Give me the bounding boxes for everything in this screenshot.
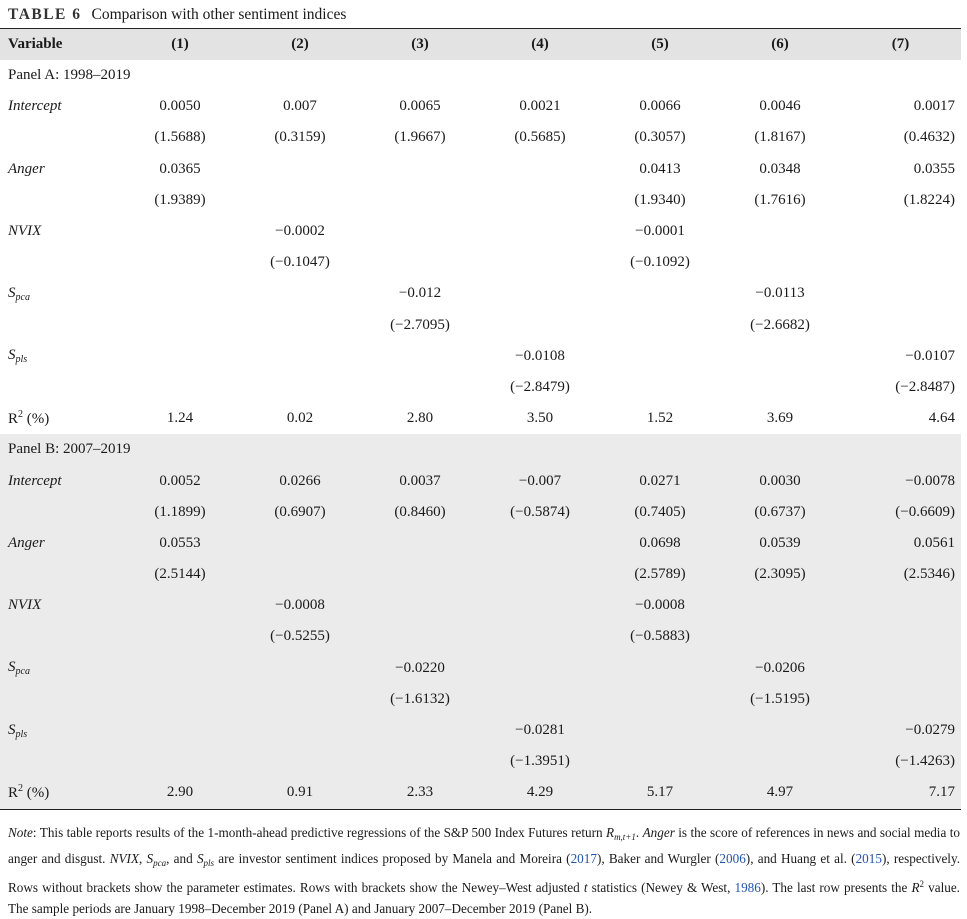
- table-cell: [240, 715, 360, 746]
- row-label: [0, 403, 120, 434]
- note-r-sup: 2: [919, 879, 925, 889]
- table-cell: (2.3095): [754, 566, 806, 583]
- table-cell: (2.5144): [154, 566, 206, 583]
- note-text: ), Baker and Wurgler (: [596, 851, 720, 866]
- row-label: [0, 590, 120, 621]
- table-cell: 0.0037: [399, 472, 441, 489]
- table-cell: 0.0355: [913, 160, 955, 177]
- table-cell: −0.012: [398, 285, 442, 302]
- table-cell: (−2.6682): [750, 316, 810, 333]
- table-cell: [720, 341, 840, 372]
- table-cell: [600, 684, 720, 715]
- table-cell: −0.0107: [905, 347, 955, 364]
- citation-link-2015[interactable]: 2015: [855, 851, 882, 866]
- table-row: [0, 341, 961, 372]
- table-cell: [120, 341, 240, 372]
- table-cell: (0.6737): [754, 503, 806, 520]
- note-r: R: [911, 880, 920, 895]
- row-label-text: R: [8, 411, 19, 428]
- table-cell: (−0.6609): [895, 503, 955, 520]
- table-cell: [600, 653, 720, 684]
- table-cell: (1.9389): [154, 191, 206, 208]
- table-cell: (2.5346): [903, 566, 955, 583]
- table-cell: [360, 372, 480, 403]
- table-cell: [720, 247, 840, 278]
- table-cell: [240, 372, 360, 403]
- table-cell: (−1.6132): [390, 690, 450, 707]
- table-cell: (0.6907): [274, 503, 326, 520]
- table-row: [0, 91, 961, 122]
- table-row: [0, 497, 961, 528]
- table-row: [0, 684, 961, 715]
- row-label-text: NVIX: [8, 597, 42, 614]
- table-cell: (1.1899): [154, 503, 206, 520]
- table-cell: [600, 278, 720, 309]
- table-cell: [120, 653, 240, 684]
- table-cell: 1.52: [646, 410, 674, 427]
- row-label: [0, 185, 120, 216]
- table-cell: [480, 621, 600, 652]
- note-return-sub: m,t+1: [614, 832, 636, 842]
- table-cell: (−2.7095): [390, 316, 450, 333]
- table-cell: 0.0052: [159, 472, 201, 489]
- panel-a-body: [0, 60, 961, 434]
- table-cell: [600, 746, 720, 777]
- table-row: [0, 154, 961, 185]
- table-row: [0, 216, 961, 247]
- table-cell: [720, 746, 840, 777]
- table-cell: −0.0078: [905, 472, 955, 489]
- table-cell: [480, 528, 600, 559]
- table-cell: (0.5685): [514, 129, 566, 146]
- table-caption: [8, 4, 346, 26]
- table-cell: 0.0066: [639, 98, 681, 115]
- table-cell: [480, 278, 600, 309]
- table-cell: 0.91: [286, 784, 314, 801]
- table-cell: 0.0271: [639, 472, 681, 489]
- table-cell: (−2.8487): [895, 378, 955, 395]
- row-label: [0, 122, 120, 153]
- citation-link-2006[interactable]: 2006: [719, 851, 746, 866]
- table-cell: [120, 310, 240, 341]
- table-cell: 0.0065: [399, 98, 441, 115]
- table-cell: [720, 216, 840, 247]
- table-cell: [360, 621, 480, 652]
- table-cell: [480, 590, 600, 621]
- table-cell: [480, 154, 600, 185]
- table-cell: (1.9340): [634, 191, 686, 208]
- table-label: TABLE 6: [8, 6, 82, 23]
- table-row: [0, 653, 961, 684]
- row-label: [0, 341, 120, 372]
- table-cell: 2.33: [406, 784, 434, 801]
- row-label: [0, 497, 120, 528]
- table-cell: [120, 621, 240, 652]
- table-cell: [840, 684, 961, 715]
- row-label-sub: pls: [15, 354, 28, 366]
- row-label-sub: pca: [15, 666, 30, 678]
- table-cell: (−0.5874): [510, 503, 570, 520]
- table-cell: −0.0002: [275, 223, 325, 240]
- row-label: [0, 372, 120, 403]
- table-cell: [360, 216, 480, 247]
- table-cell: [240, 278, 360, 309]
- table-title: Comparison with other sentiment indices: [91, 6, 347, 23]
- panel-title: Panel A: 1998–2019: [8, 67, 131, 84]
- table-cell: [480, 684, 600, 715]
- row-label-text: S: [8, 347, 16, 364]
- table-cell: 0.0021: [519, 98, 561, 115]
- note-spls: S: [196, 851, 204, 866]
- table-cell: (0.4632): [903, 129, 955, 146]
- header-col-6: (6): [771, 36, 789, 52]
- table-cell: 0.0348: [759, 160, 801, 177]
- results-table: [0, 28, 961, 810]
- note-text: ), and Huang et al. (: [745, 851, 856, 866]
- table-cell: 3.69: [766, 410, 794, 427]
- table-cell: −0.0220: [395, 659, 445, 676]
- note-text: are investor sentiment indices proposed by Manela and Moreira (: [214, 851, 571, 866]
- table-cell: [480, 559, 600, 590]
- row-label-text: S: [8, 659, 16, 676]
- row-label-text: Intercept: [8, 98, 62, 115]
- table-cell: [120, 247, 240, 278]
- table-cell: 5.17: [646, 784, 674, 801]
- row-label-sup: 2: [18, 783, 24, 795]
- table-cell: 2.80: [406, 410, 434, 427]
- table-cell: [360, 559, 480, 590]
- table-cell: [840, 247, 961, 278]
- table-row: [0, 590, 961, 621]
- panel-title-row: [0, 60, 961, 91]
- table-cell: [240, 684, 360, 715]
- table-cell: [240, 653, 360, 684]
- row-label-suffix: (%): [23, 411, 50, 428]
- table-cell: [120, 278, 240, 309]
- note-spca-sub: pca: [153, 858, 167, 868]
- table-cell: (−1.5195): [750, 690, 810, 707]
- row-label: [0, 247, 120, 278]
- table-cell: [600, 310, 720, 341]
- table-cell: (−0.5883): [630, 628, 690, 645]
- row-label: [0, 621, 120, 652]
- table-cell: [720, 590, 840, 621]
- header-variable: Variable: [8, 36, 63, 52]
- row-label-text: Anger: [8, 534, 45, 551]
- table-cell: [120, 590, 240, 621]
- table-row: [0, 621, 961, 652]
- table-row: [0, 403, 961, 434]
- note-t: t: [583, 880, 588, 895]
- note-nvix: NVIX: [109, 851, 140, 866]
- table-cell: [480, 653, 600, 684]
- table-cell: 4.29: [526, 784, 554, 801]
- table-cell: [360, 154, 480, 185]
- table-cell: [360, 715, 480, 746]
- table-cell: (0.8460): [394, 503, 446, 520]
- row-label: [0, 653, 120, 684]
- table-cell: 0.0017: [913, 98, 955, 115]
- table-cell: (−0.1092): [630, 254, 690, 271]
- row-label: [0, 278, 120, 309]
- table-cell: [240, 154, 360, 185]
- table-cell: [240, 310, 360, 341]
- table-cell: [120, 216, 240, 247]
- row-label-text: Intercept: [8, 472, 62, 489]
- note-text: , and: [166, 851, 197, 866]
- table-row: [0, 715, 961, 746]
- table-cell: −0.0001: [635, 223, 685, 240]
- row-label-text: S: [8, 721, 16, 738]
- row-label-text: R: [8, 785, 19, 802]
- table-row: [0, 122, 961, 153]
- table-cell: (0.3057): [634, 129, 686, 146]
- note-spls-sub: pls: [203, 858, 215, 868]
- table-cell: [720, 372, 840, 403]
- table-cell: 7.17: [928, 784, 955, 801]
- table-cell: [240, 746, 360, 777]
- table-cell: [120, 746, 240, 777]
- table-cell: 0.0046: [759, 98, 801, 115]
- table-cell: −0.0279: [905, 722, 955, 739]
- table-row: [0, 247, 961, 278]
- table-cell: 0.0030: [759, 472, 801, 489]
- table-cell: (0.7405): [634, 503, 686, 520]
- row-label: [0, 777, 120, 809]
- table-row: [0, 559, 961, 590]
- row-label: [0, 154, 120, 185]
- note-text: ), respectively. Rows without brackets show the parameter estimates. Rows with brackets show the Newey–West adjusted: [8, 851, 961, 895]
- table-cell: 4.97: [766, 784, 794, 801]
- row-label-text: NVIX: [8, 223, 42, 240]
- table-cell: −0.0206: [755, 659, 805, 676]
- header-col-7: (7): [891, 36, 910, 52]
- table-cell: 0.0561: [913, 534, 955, 551]
- table-cell: [480, 310, 600, 341]
- table-cell: (1.7616): [754, 191, 806, 208]
- table-cell: (1.5688): [154, 129, 206, 146]
- table-cell: [240, 559, 360, 590]
- table-cell: [720, 621, 840, 652]
- table-note: [8, 822, 960, 919]
- table-cell: [600, 341, 720, 372]
- table-row: [0, 310, 961, 341]
- table-cell: 0.0698: [639, 534, 681, 551]
- note-text: value. The sample periods are January 1998–December 2019 (Panel A) and January 2007–December 2019 (Panel B).: [8, 880, 960, 916]
- table-cell: [120, 684, 240, 715]
- table-cell: [840, 278, 961, 309]
- row-label-suffix: (%): [23, 785, 50, 802]
- table-cell: [480, 185, 600, 216]
- table-row: [0, 777, 961, 809]
- table-cell: [720, 715, 840, 746]
- table-cell: [840, 653, 961, 684]
- header-col-1: (1): [171, 36, 189, 52]
- table-cell: (−0.1047): [270, 254, 330, 271]
- table-cell: 4.64: [928, 410, 955, 427]
- row-label-text: S: [8, 284, 16, 301]
- table-cell: [120, 372, 240, 403]
- table-row: [0, 185, 961, 216]
- note-spca: S: [146, 851, 154, 866]
- row-label: [0, 559, 120, 590]
- note-text: statistics (Newey & West,: [587, 880, 735, 895]
- table-cell: [360, 247, 480, 278]
- header-col-3: (3): [411, 36, 429, 52]
- note-text: .: [635, 825, 643, 840]
- table-cell: −0.0113: [755, 285, 805, 302]
- table-cell: 0.0050: [159, 98, 201, 115]
- table-cell: −0.0008: [635, 597, 685, 614]
- table-cell: (1.9667): [394, 129, 446, 146]
- table-cell: 0.0413: [639, 160, 681, 177]
- header-row: [0, 29, 961, 61]
- note-lead: Note: [8, 825, 33, 840]
- table-cell: [240, 528, 360, 559]
- note-return-var: R: [606, 825, 615, 840]
- table-cell: −0.0108: [515, 347, 565, 364]
- table-row: [0, 746, 961, 777]
- table-cell: [360, 341, 480, 372]
- panel-title: Panel B: 2007–2019: [8, 441, 131, 458]
- row-label: [0, 91, 120, 122]
- table-cell: [360, 746, 480, 777]
- panel-b-body: [0, 434, 961, 809]
- table-cell: [600, 715, 720, 746]
- table-cell: [480, 247, 600, 278]
- row-label: [0, 465, 120, 496]
- table-cell: [840, 590, 961, 621]
- table-cell: 0.0365: [159, 160, 201, 177]
- table-cell: −0.007: [518, 472, 562, 489]
- table-cell: [840, 216, 961, 247]
- table-row: [0, 465, 961, 496]
- table-cell: (−2.8479): [510, 378, 570, 395]
- table-cell: (−1.4263): [895, 753, 955, 770]
- table-cell: (1.8224): [903, 191, 955, 208]
- header-col-2: (2): [291, 36, 309, 52]
- row-label: [0, 310, 120, 341]
- table-cell: (−1.3951): [510, 753, 570, 770]
- row-label: [0, 715, 120, 746]
- table-cell: [480, 216, 600, 247]
- row-label-sup: 2: [18, 409, 24, 421]
- panel-title-row: [0, 434, 961, 465]
- note-text: ). The last row presents the: [760, 880, 912, 895]
- table-row: [0, 528, 961, 559]
- table-cell: [840, 621, 961, 652]
- table-cell: 0.0539: [759, 534, 801, 551]
- table-cell: (−0.5255): [270, 628, 330, 645]
- row-label: [0, 528, 120, 559]
- table-cell: (2.5789): [634, 566, 686, 583]
- table-cell: [840, 310, 961, 341]
- table-cell: (1.8167): [754, 129, 806, 146]
- table-row: [0, 278, 961, 309]
- citation-link-2017[interactable]: 2017: [570, 851, 597, 866]
- table-cell: [360, 528, 480, 559]
- citation-link-1986[interactable]: 1986: [734, 880, 761, 895]
- table-cell: −0.0281: [515, 722, 565, 739]
- row-label-sub: pls: [15, 728, 28, 740]
- table-cell: 0.0266: [279, 472, 321, 489]
- note-text: ,: [139, 851, 147, 866]
- table-cell: (0.3159): [274, 129, 326, 146]
- row-label: [0, 216, 120, 247]
- header-col-4: (4): [531, 36, 549, 52]
- row-label-text: Anger: [8, 160, 45, 177]
- row-label: [0, 684, 120, 715]
- note-text: : This table reports results of the 1-month-ahead predictive regressions of the S&P 500 Index Futures return: [32, 825, 606, 840]
- note-text: is the score of references in news and social media to anger and disgust.: [8, 825, 960, 866]
- table-cell: 0.007: [283, 98, 317, 115]
- table-cell: 2.90: [166, 784, 194, 801]
- table-cell: 0.0553: [159, 534, 201, 551]
- table-cell: [240, 341, 360, 372]
- row-label-sub: pca: [15, 291, 30, 303]
- header-col-5: (5): [651, 36, 669, 52]
- row-label: [0, 746, 120, 777]
- table-cell: [600, 372, 720, 403]
- table-row: [0, 372, 961, 403]
- table-cell: 0.02: [286, 410, 314, 427]
- table-cell: −0.0008: [275, 597, 325, 614]
- table-cell: 3.50: [526, 410, 554, 427]
- table-cell: 1.24: [166, 410, 194, 427]
- table-cell: [360, 590, 480, 621]
- table-cell: [240, 185, 360, 216]
- note-anger: Anger: [642, 825, 675, 840]
- table-cell: [120, 715, 240, 746]
- table-cell: [360, 185, 480, 216]
